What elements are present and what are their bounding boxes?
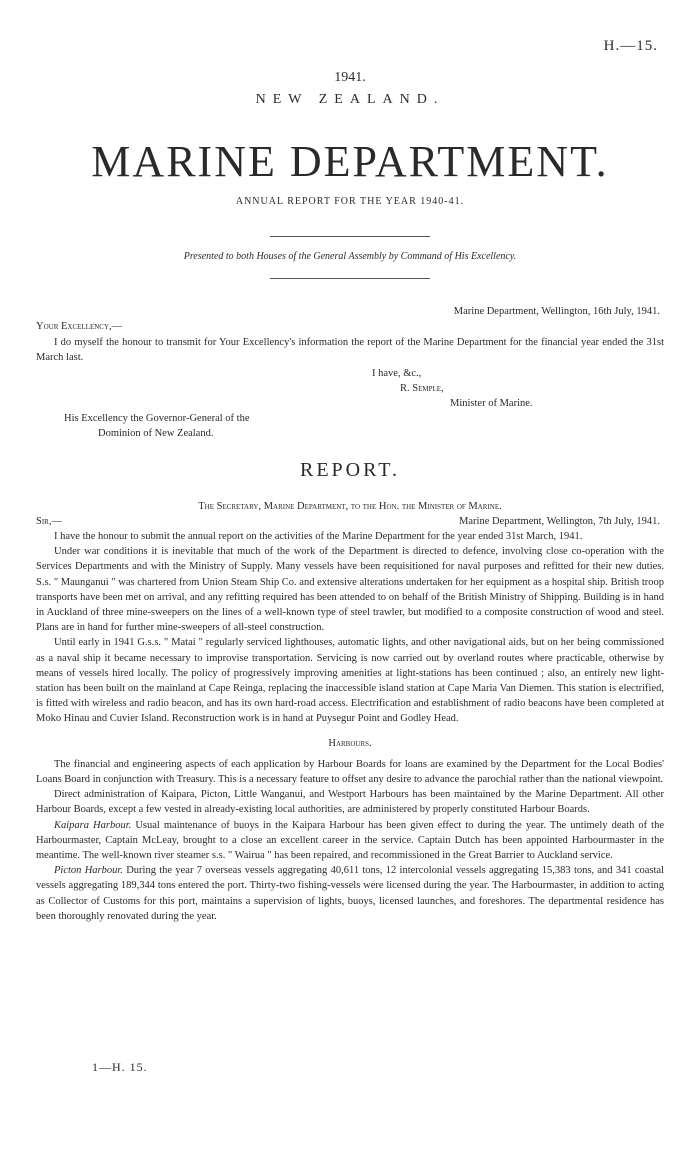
letter-addressee: His Excellency the Governor-General of the bbox=[64, 413, 250, 424]
report-paragraph bbox=[36, 818, 664, 864]
report-paragraph: Under war conditions it is inevitable that much of the work of the Department is directed to defence, involving close co-operation with the Services Departments and with the Ministry of Supply. Many vessels have been requisitioned for naval purposes and refitted for their new duties. S.s. " Maunganui " was chartered from Union Steam Ship Co. and extensive alterations undertaken for her equipment as a hospital ship. British troop transports have been met on arrival, and any refitting required has been attended to on behalf of the British Ministry of Shipping. Building is in hand in Auckland of three mine-sweepers on the lines of a well-known type of steel trawler, but modified to a composite construction of wood and steel. Plans are in hand for further mine-sweepers of all-steel construction. bbox=[36, 546, 664, 634]
letter-closing: I have, &c., bbox=[372, 368, 422, 379]
report-body bbox=[36, 529, 664, 924]
department-title: MARINE DEPARTMENT. bbox=[91, 137, 609, 186]
report-paragraph: I have the honour to submit the annual report on the activities of the Marine Department for the year ended 31st March, 1941. bbox=[54, 531, 583, 542]
report-place-date: Marine Department, Wellington, 7th July, 1941. bbox=[459, 516, 660, 527]
presentation-line: Presented to both Houses of the General Assembly by Command of His Excellency. bbox=[183, 251, 517, 262]
letter-signatory-title: Minister of Marine. bbox=[450, 398, 533, 409]
report-paragraph: The financial and engineering aspects of each application by Harbour Boards for loans are examined by the Department for the Local Bodies' Loans Board in conjunction with Treasury. This is a necessary feature to offset any desire to advance the parochial rather than the national viewpoint. bbox=[36, 758, 664, 786]
letter-signature: R. Semple, bbox=[400, 383, 444, 394]
letter-place-date: Marine Department, Wellington, 16th July, 1941. bbox=[453, 306, 660, 317]
letter-body: I do myself the honour to transmit for Your Excellency's information the report of the Marine Department for the financial year ended the 31st March last. bbox=[36, 337, 664, 364]
page-footer: 1—H. 15. bbox=[92, 1060, 148, 1074]
paragraph-text: During the year 7 overseas vessels aggregating 40,611 tons, 12 intercolonial vessels aggregating 15,383 tons, and 341 coastal vessels aggregating 189,344 tons entered the port. Thirty-two fishing-vessels were licensed during the year. The Harbourmaster, in addition to acting as Collector of Customs for this port, maintains a supervision of lights, buoys, licensed launches, and foreshores. The departmental residence has been thoroughly renovated during the year. bbox=[36, 865, 665, 922]
section-heading-harbours: Harbours. bbox=[328, 737, 372, 749]
report-subtitle: ANNUAL REPORT FOR THE YEAR 1940-41. bbox=[235, 196, 465, 207]
country-title: NEW ZEALAND. bbox=[255, 92, 445, 107]
report-paragraph: Direct administration of Kaipara, Picton, Little Wanganui, and Westport Harbours has been maintained by the Marine Department. All other Harbour Boards, except a few vested in already-existing local authorities, are administered by properly constituted Harbour Boards. bbox=[36, 789, 664, 816]
divider-rule bbox=[270, 278, 430, 279]
letter-addressee: Dominion of New Zealand. bbox=[98, 428, 214, 439]
report-year: 1941. bbox=[334, 70, 366, 85]
paragraph-text: Usual maintenance of buoys in the Kaipara Harbour has been given effect to during the year. The untimely death of the Harbourmaster, Captain McLeay, brought to a close an excellent career in the service. Captain Dutch has been appointed Harbourmaster in the meantime. The well-known river steamer s.s. " Wairua " has been repaired, and recommissioned in the Great Barrier to Auckland service. bbox=[36, 819, 664, 862]
report-paragraph: Until early in 1941 G.s.s. " Matai " regularly serviced lighthouses, automatic lights, and other navigational aids, but on her being commissioned as a naval ship it became necessary to improvise transportation. Servicing is now carried out by overland routes where practicable, otherwise by means of vessels hired locally. The policy of progressively improving amenities at light-stations has been continued ; also, an entirely new light-station has been built on the mainland at Cape Reinga, replacing the inaccessible island station at Cape Maria Van Diemen. This station is electrified, is fitted with wireless and radio beacon, and has its own hard-road access. Electrification and establishment of radio beacons have been completed at Moko Hinau and Cuvier Island. Reconstruction work is in hand at Puysegur Point and Godley Head. bbox=[36, 637, 664, 725]
paragraph-lead: Kaipara Harbour. bbox=[54, 819, 132, 831]
report-from-to: The Secretary, Marine Department, to the Hon. the Minister of Marine. bbox=[198, 501, 502, 512]
report-paragraph bbox=[36, 863, 664, 924]
report-salutation: Sir,— bbox=[36, 516, 62, 527]
page-reference: H.—15. bbox=[603, 38, 658, 54]
report-heading: REPORT. bbox=[300, 459, 400, 481]
divider-rule bbox=[270, 236, 430, 237]
letter-salutation: Your Excellency,— bbox=[36, 321, 123, 332]
paragraph-lead: Picton Harbour. bbox=[54, 865, 123, 877]
